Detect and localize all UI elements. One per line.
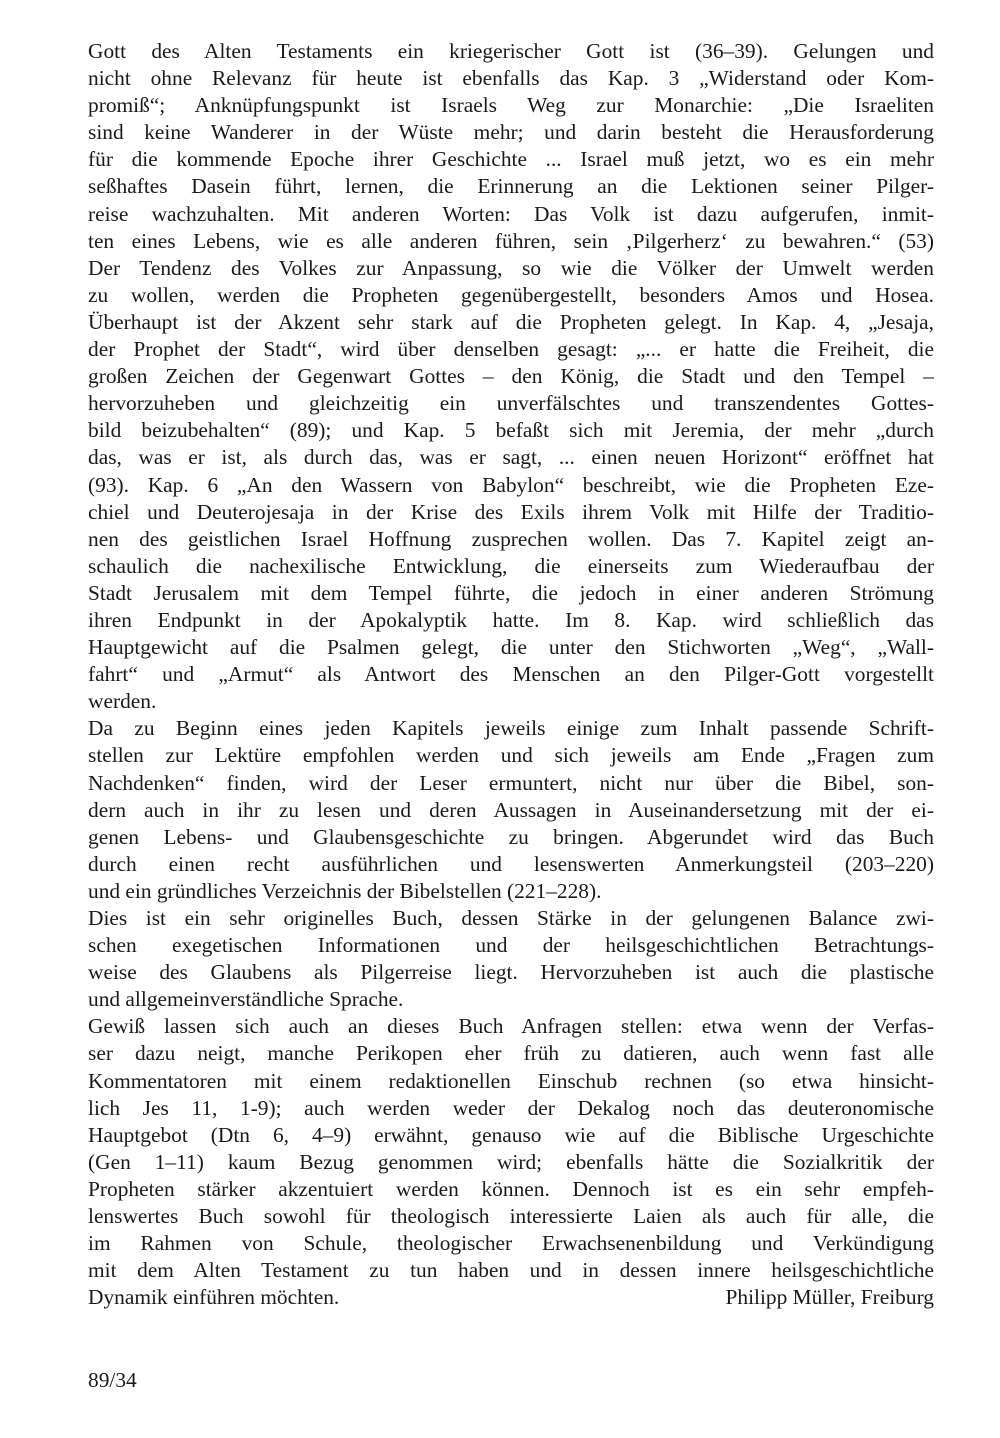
text-line: Gott des Alten Testaments ein kriegerischer Gott ist (36–39). Gelungen und (88, 39, 934, 63)
text-line: Kommentatoren mit einem redaktionellen Einschub rechnen (so etwa hinsicht- (88, 1068, 934, 1093)
signature-line (88, 1284, 934, 1311)
text-line: schen exegetischen Informationen und der heilsgeschichtlichen Betrachtungs- (88, 933, 934, 958)
text-line: zu wollen, werden die Propheten gegenübergestellt, besonders Amos und Hosea. (88, 282, 934, 307)
text-line: Überhaupt ist der Akzent sehr stark auf die Propheten gelegt. In Kap. 4, „Jesaja, (88, 309, 934, 334)
text-line: Nachdenken“ finden, wird der Leser ermuntert, nicht nur über die Bibel, son- (88, 770, 934, 795)
final-line: Dynamik einführen möchten. (88, 1285, 340, 1310)
text-line: (93). Kap. 6 „An den Wassern von Babylon“ beschreibt, wie die Propheten Eze- (88, 472, 934, 497)
text-line: hervorzuheben und gleichzeitig ein unverfälschtes und transzendentes Gottes- (88, 391, 934, 416)
text-line: für die kommende Epoche ihrer Geschichte ... Israel muß jetzt, wo es ein mehr (88, 147, 934, 172)
text-line: sind keine Wanderer in der Wüste mehr; und darin besteht die Herausforderung (88, 120, 934, 145)
text-line: seßhaftes Dasein führt, lernen, die Erinnerung an die Lektionen seiner Pilger- (88, 174, 934, 199)
text-line: promiß“; Anknüpfungspunkt ist Israels Weg zur Monarchie: „Die Israeliten (88, 93, 934, 118)
text-line: weise des Glaubens als Pilgerreise liegt. Hervorzuheben ist auch die plastische (88, 960, 934, 985)
text-line: nicht ohne Relevanz für heute ist ebenfalls das Kap. 3 „Widerstand oder Kom- (88, 66, 934, 91)
author-signature: Philipp Müller, Freiburg (725, 1285, 934, 1310)
text-line: stellen zur Lektüre empfohlen werden und sich jeweils am Ende „Fragen zum (88, 743, 934, 768)
text-line: fahrt“ und „Armut“ als Antwort des Menschen an den Pilger-Gott vorgestellt (88, 662, 934, 687)
text-line: reise wachzuhalten. Mit anderen Worten: Das Volk ist dazu aufgerufen, inmit- (88, 201, 934, 226)
text-line: (Gen 1–11) kaum Bezug genommen wird; ebenfalls hätte die Sozialkritik der (88, 1149, 934, 1174)
text-line: im Rahmen von Schule, theologischer Erwachsenenbildung und Verkündigung (88, 1231, 934, 1256)
text-line: bild beizubehalten“ (89); und Kap. 5 befaßt sich mit Jeremia, der mehr „durch (88, 418, 934, 443)
text-line: mit dem Alten Testament zu tun haben und in dessen innere heilsgeschichtliche (88, 1258, 934, 1283)
text-line: genen Lebens- und Glaubensgeschichte zu bringen. Abgerundet wird das Buch (88, 824, 934, 849)
text-line: ser dazu neigt, manche Perikopen eher früh zu datieren, auch wenn fast alle (88, 1041, 934, 1066)
page-number: 89/34 (88, 1368, 137, 1392)
text-line: Der Tendenz des Volkes zur Anpassung, so wie die Völker der Umwelt werden (88, 255, 934, 280)
text-line: ten eines Lebens, wie es alle anderen führen, sein ‚Pilgerherz‘ zu bewahren.“ (53) (88, 228, 934, 253)
text-line: Gewiß lassen sich auch an dieses Buch Anfragen stellen: etwa wenn der Verfas- (88, 1014, 934, 1039)
text-line: ihren Endpunkt in der Apokalyptik hatte. Im 8. Kap. wird schließlich das (88, 607, 934, 632)
review-text (88, 38, 934, 1311)
text-line: der Prophet der Stadt“, wird über denselben gesagt: „... er hatte die Freiheit, die (88, 337, 934, 362)
text-line: Propheten stärker akzentuiert werden können. Dennoch ist es ein sehr empfeh- (88, 1176, 934, 1201)
text-line: Dies ist ein sehr originelles Buch, dessen Stärke in der gelungenen Balance zwi- (88, 906, 934, 930)
text-line: und ein gründliches Verzeichnis der Bibelstellen (221–228). (88, 878, 602, 903)
text-line: werden. (88, 689, 157, 714)
text-line: dern auch in ihr zu lesen und deren Aussagen in Auseinandersetzung mit der ei- (88, 797, 934, 822)
text-line: das, was er ist, als durch das, was er sagt, ... einen neuen Horizont“ eröffnet hat (88, 445, 934, 470)
text-line: großen Zeichen der Gegenwart Gottes – den König, die Stadt und den Tempel – (88, 364, 934, 389)
text-line: lenswertes Buch sowohl für theologisch interessierte Laien als auch für alle, die (88, 1204, 934, 1229)
text-line: Stadt Jerusalem mit dem Tempel führte, die jedoch in einer anderen Strömung (88, 580, 934, 605)
text-line: schaulich die nachexilische Entwicklung, die einerseits zum Wiederaufbau der (88, 553, 934, 578)
text-line: Hauptgebot (Dtn 6, 4–9) erwähnt, genauso wie auf die Biblische Urgeschichte (88, 1122, 934, 1147)
text-line: und allgemeinverständliche Sprache. (88, 987, 404, 1012)
text-line: Da zu Beginn eines jeden Kapitels jeweils einige zum Inhalt passende Schrift- (88, 716, 934, 741)
text-line: Hauptgewicht auf die Psalmen gelegt, die unter den Stichworten „Weg“, „Wall- (88, 635, 934, 660)
text-line: durch einen recht ausführlichen und lesenswerten Anmerkungsteil (203–220) (88, 851, 934, 876)
text-line: chiel und Deuterojesaja in der Krise des Exils ihrem Volk mit Hilfe der Traditio- (88, 499, 934, 524)
text-line: nen des geistlichen Israel Hoffnung zusprechen wollen. Das 7. Kapitel zeigt an- (88, 526, 934, 551)
text-line: lich Jes 11, 1-9); auch werden weder der Dekalog noch das deuteronomische (88, 1095, 934, 1120)
